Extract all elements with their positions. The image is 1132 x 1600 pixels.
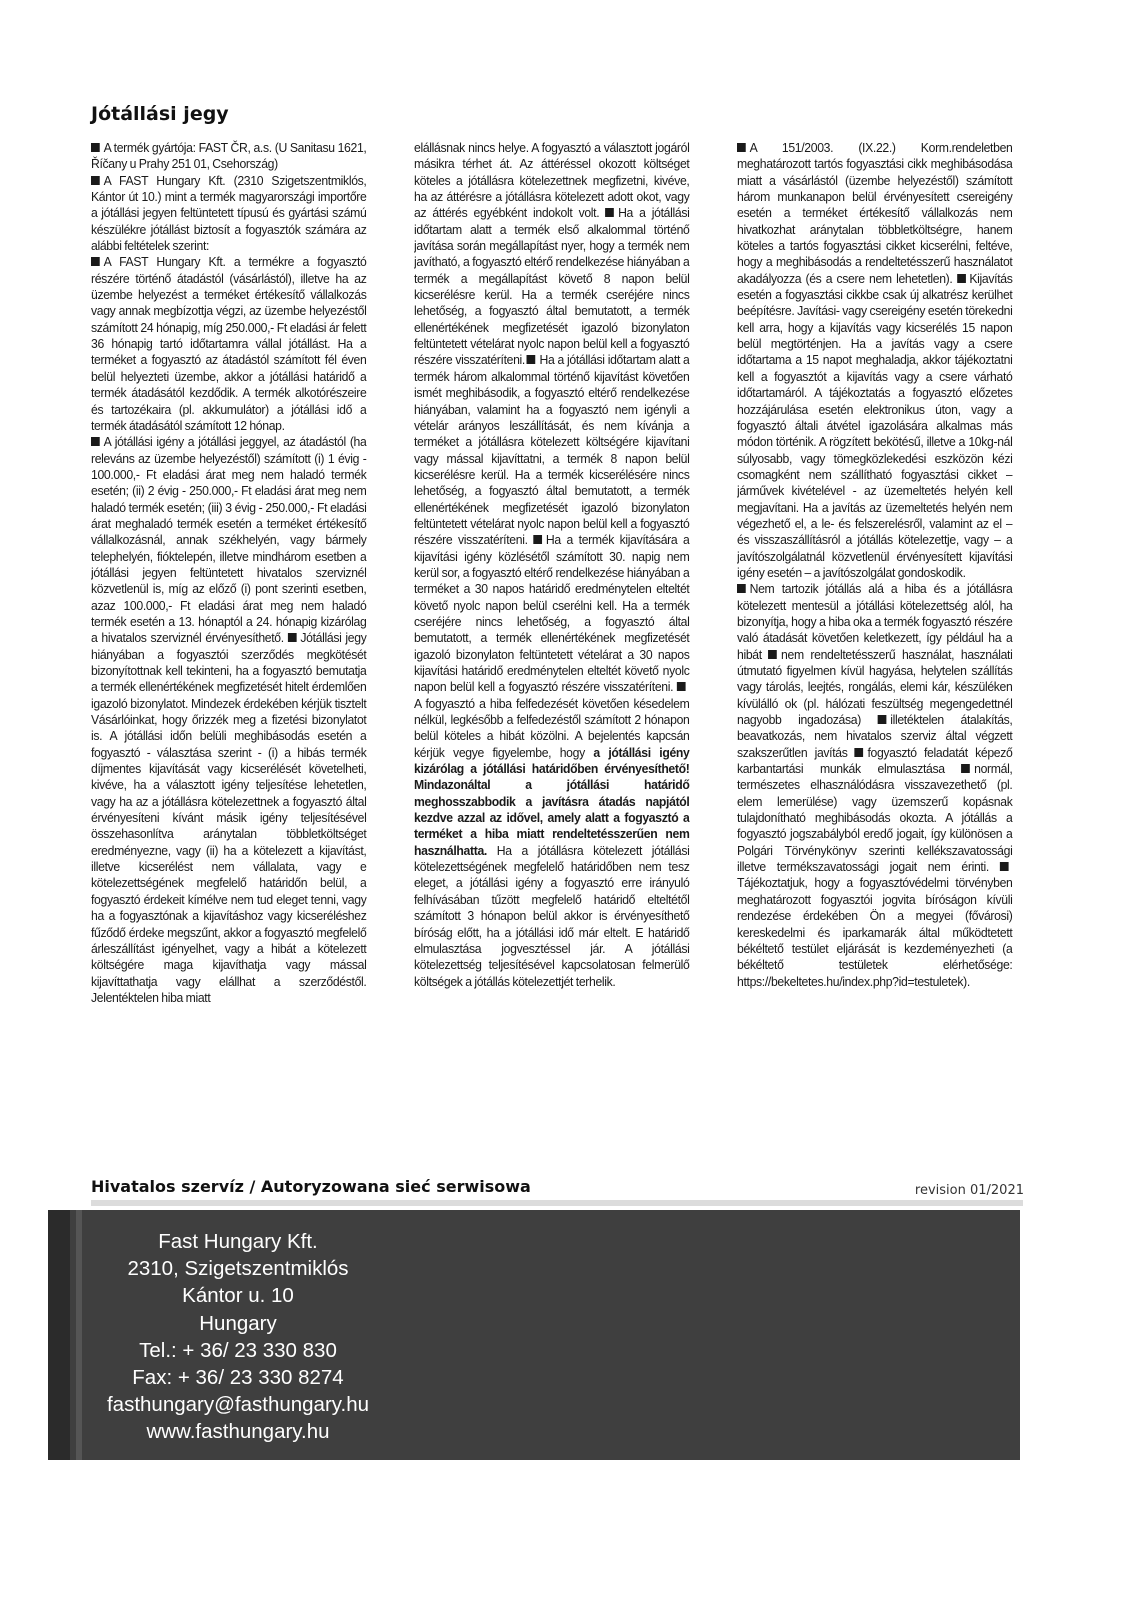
- text: Ha a jótállási időtartam alatt a termék első alkalommal történő javítása során megállapítást nyer, hogy a termék nem javítható, a fogyasztó eltérő rendelkezése hiányában a termék a megállapítást követő 8 napon belül kicserélésre kerül. Ha a termék cseréjére nincs lehetőség, a fogyasztó által bemutatott, a termék ellenértékének megfizetését igazoló bizonylaton feltüntetett vételárat nyolc napon belül kell a fogyasztó részére visszatéríteni.: [414, 206, 690, 368]
- page-title: Jótállási jegy: [91, 103, 229, 125]
- square-bullet-icon: [91, 257, 100, 266]
- paragraph: [91, 434, 366, 1006]
- text: A FAST Hungary Kft. (2310 Szigetszentmiklós, Kántor út 10.) mint a termék magyarországi importőre a jótállási jegyen feltüntetett típusú és gyártási számú készülékre jótállást biztosít a fogyasztók számára az alábbi feltételek szerint:: [91, 173, 367, 254]
- address-street: Kántor u. 10: [182, 1284, 294, 1308]
- square-bullet-icon: [962, 764, 971, 773]
- text: A 151/2003. (IX.22.) Korm.rendeletben meghatározott tartós fogyasztási cikk meghibásodása miatt a vásárlástól (üzembe helyezéstől) számított három munkanapon belül érvényesített csereigény esetén a terméket értékesítő vállalkozás nem hivatkozhat aránytalan többletköltségre, hanem köteles a tartós fogyasztási cikket kicserélni, feltéve, hogy a meghibásodás a rendeltetésszerű használatot akadályozza (és a csere nem lehetetlen).: [737, 141, 1013, 286]
- square-bullet-icon: [533, 535, 542, 544]
- column-1: [91, 140, 366, 1160]
- service-heading: Hivatalos szervíz / Autoryzowana sieć serwisowa: [91, 1177, 531, 1196]
- column-2: [414, 140, 689, 1160]
- fax-number: Fax: + 36/ 23 330 8274: [132, 1366, 344, 1390]
- square-bullet-icon: [91, 143, 100, 152]
- address-city: 2310, Szigetszentmiklós: [127, 1257, 349, 1281]
- text: Tájékoztatjuk, hogy a fogyasztóvédelmi törvényben meghatározott fogyasztói jogvita bíróságon kívüli rendezése érdekében Ön a megyei (fővárosi) kereskedelmi és iparkamarák által működtetett békéltető testület eljárását is kezdeményezheti (a békéltető testületek elérhetősége: https://bekeltetes.hu/index.php?id=testuletek).: [737, 876, 1013, 989]
- text: fogyasztó feladatát képező karbantartási munkák elmulasztása: [737, 745, 1013, 777]
- column-3: [737, 140, 1012, 1160]
- service-address: [48, 1228, 428, 1446]
- text: Ha a jótállásra kötelezett jótállási kötelezettségének megfelelő határidőben nem tesz eleget, a jótállási igény a fogyasztó erre irányuló felhívásában tűzött megfelelő határidő elteltétől számított 3 hónapon belül akkor is érvényesíthető bíróság előtt, ha a jótállási idő már eltelt. E határidő elmulasztása jogvesztéssel jár. A jótállási kötelezettség teljesítésével kapcsolatosan felmerülő költségek a jótállás kötelezettjét terhelik.: [414, 843, 690, 989]
- square-bullet-icon: [878, 715, 887, 724]
- square-bullet-icon: [527, 355, 536, 364]
- website-url: www.fasthungary.hu: [146, 1420, 330, 1444]
- text: nem rendeltetésszerű használat, használati útmutató figyelmen kívül hagyása, helytelen szállítás vagy tárolás, leejtés, rongálás, elemi kár, készüléken kívülálló ok (pl. hálózati feszültség megengedettnél nagyobb ingadozása): [737, 647, 1013, 728]
- address-country: Hungary: [199, 1311, 277, 1335]
- text: Nem tartozik jótállás alá a hiba és a jótállásra kötelezett mentesül a jótállási kötelezettség alól, ha bizonyítja, hogy a hiba oka a termék fogyasztó részére való átadását követően keletkezett, így például ha a hibát: [737, 582, 1013, 662]
- square-bullet-icon: [737, 584, 746, 593]
- square-bullet-icon: [1000, 862, 1009, 871]
- warranty-text-columns: [91, 140, 1021, 1160]
- paragraph: [737, 581, 1012, 990]
- email-address: fasthungary@fasthungary.hu: [106, 1393, 370, 1417]
- divider: [91, 1200, 1023, 1206]
- revision-label: revision 01/2021: [914, 1183, 1024, 1198]
- text: Ha a termék kijavítására a kijavítási igény közlésétől számított 30. napig nem kerül sor, a fogyasztó eltérő rendelkezése hiányában a terméket a 30 napos határidő eredménytelen elteltét követő nyolc napon belül cserélni kell. Ha a termék cseréjére nincs lehetőség, a fogyasztó által bemutatott, a termék ellenértékének megfizetését igazoló bizonylaton feltüntetett vételárat a 30 napos kijavítási határidő eredménytelen elteltét követő nyolc napon belül kell a fogyasztó részére visszatéríteni.: [414, 533, 690, 695]
- phone-number: Tel.: + 36/ 23 330 830: [139, 1338, 337, 1362]
- paragraph: [737, 140, 1012, 581]
- square-bullet-icon: [91, 176, 100, 185]
- square-bullet-icon: [957, 274, 966, 283]
- text: A fogyasztó a hiba felfedezését követően késedelem nélkül, legkésőbb a felfedezéstől számított 2 hónapon belül köteles a hibát közölni. A bejelentés kapcsán kérjük vegye figyelembe, hogy: [414, 696, 690, 760]
- bold-text: a jótállási igény kizárólag a jótállási határidőben érvényesíthető! Mindazonáltal a jótállási határidő meghosszabbodik a javításra átadás napjától kezdve azzal az idővel, amely alatt a fogyasztó a terméket a hiba miatt rendeltetésszerűen nem használhatta.: [414, 745, 690, 858]
- company-name: Fast Hungary Kft.: [158, 1230, 318, 1253]
- paragraph: [414, 140, 689, 990]
- text: normál, természetes elhasználódásra visszavezethető (pl. elem lemerülése) vagy üzemszerű kopásnak tulajdonítható meghibásodás okozta. A jótállás a fogyasztó jogszabályból eredő jogait, így különösen a Polgári Törvénykönyv szerinti kellékszavatossági illetve termékszavatossági jogait nem érinti.: [737, 762, 1013, 875]
- square-bullet-icon: [288, 633, 297, 642]
- paragraph: [91, 140, 366, 173]
- text: elállásnak nincs helye. A fogyasztó a választott jogáról másikra térhet át. Az áttéréssel okozott költséget köteles a jótállásra kötelezettnek megfizetni, kivéve, ha az áttérésre a jótállásra kötelezett adott okot, vagy az áttérés egyébként indokolt volt.: [414, 141, 690, 221]
- text: Jótállási jegy hiányában a fogyasztói szerződés megkötését bizonyítottnak kell tekinteni, ha a fogyasztó bemutatja a termék ellenértékének megfizetését hitelt érdemlően igazoló bizonylatot. Mindezek érdekében kérjük tisztelt Vásárlóinkat, hogy őrizzék meg a fizetési bizonylatot is. A jótállási időn belüli meghibásodás esetén a fogyasztó - választása szerint - (i) a hibás termék díjmentes kijavítását vagy kicserélését követelheti, kivéve, ha a választott igény teljesítése lehetetlen, vagy ha az a jótállásra kötelezettnek a fogyasztó által érvényesíteni kívánt másik igény teljesítésével összehasonlítva aránytalan többletköltséget eredményezne, vagy (ii) ha a kötelezett a kijavítást, illetve kicserélést nem vállalata, vagy e kötelezettségének megfelelő határidőn belül, a fogyasztó érdekeit kímélve nem tud eleget tenni, vagy ha a fogyasztónak a kijavításhoz vagy kicseréléshez fűződő érdeke megszűnt, akkor a fogyasztó megfelelő árleszállítást igényelhet, vagy a hibát a kötelezett költségére maga kijavíthatja vagy mással kijavíttathatja vagy elállhat a szerződéstől. Jelentéktelen hiba miatt: [91, 631, 367, 1005]
- square-bullet-icon: [91, 437, 100, 446]
- paragraph: [91, 173, 366, 255]
- text: A jótállási igény a jótállási jeggyel, az átadástól (ha releváns az üzembe helyezéstől) számított (i) 1 évig - 100.000,- Ft eladási árat meg nem haladó termék esetén; (ii) 2 évig - 250.000,- Ft eladási árat meg nem haladó termék esetén; (iii) 3 évig - 250.000,- Ft eladási árat meghaladó termék esetén a terméket értékesítő vállalkozásnál, annak székhelyén, vagy bármely telephelyén, fióktelepén, illetve mindhárom esetben a jótállási jegyen feltüntetett hivatalos szerviznél közvetlenül is, míg az előző (i) pont szerinti esetben, azaz 100.000,- Ft eladási árat meg nem haladó termék esetén a 13. hónaptól a 24. hónapig kizárólag a hivatalos szerviznél érvényesíthető.: [91, 435, 367, 646]
- text: A termék gyártója: FAST ČR, a.s. (U Sanitasu 1621, Říčany u Prahy 251 01, Csehország): [91, 141, 367, 172]
- square-bullet-icon: [677, 682, 686, 691]
- square-bullet-icon: [737, 143, 746, 152]
- square-bullet-icon: [768, 650, 777, 659]
- text: illetéktelen átalakítás, beavatkozás, nem hivatalos szerviz által végzett szakszerűtlen javítás: [737, 713, 1013, 760]
- paragraph: [91, 254, 366, 434]
- text: A FAST Hungary Kft. a termékre a fogyasztó részére történő átadástól (vásárlástól), illetve ha az üzembe helyezést a terméket értékesítő vállalkozás vagy annak megbízottja végzi, az üzembe helyezéstől számított 24 hónapig, míg 250.000,- Ft eladási ár felett 36 hónapig tartó időtartamra vállal jótállást. Ha a terméket a fogyasztó az átadástól számított fél éven belül helyezteti üzembe, akkor a jótállási határidő a termék átadásától kezdődik. A termék alkotórészeire és tartozékaira (pl. akkumulátor) a jótállási idő a termék átadásától számított 12 hónap.: [91, 255, 367, 433]
- text: Kijavítás esetén a fogyasztási cikkbe csak új alkatrész kerülhet beépítésre. Javítási- vagy csereigény esetén törekedni kell arra, hogy a kijavítás vagy kicserélés 15 napon belül megtörténjen. Ha a javítás vagy a csere időtartama a 15 napot meghaladja, akkor tájékoztatni kell a fogyasztót a kijavítás vagy a csere várható időtartamáról. A tájékoztatás a fogyasztó előzetes hozzájárulása esetén elektronikus úton, vagy a fogyasztó általi átvétel igazolására alkalmas más módon történik. A rögzített bekötésű, illetve a 10kg-nál súlyosabb, vagy tömegközlekedési eszközön kézi csomagként nem szállítható fogyasztási cikket – járművek kivételével - az üzemeltetés helyén kell megjavítani. Ha a javítás az üzemeltetés helyén nem végezhető el, a le- és felszerelésről, valamint az el – és visszaszállításról a jótállás kötelezettje, vagy – a javítószolgálatnál közvetlenül érvényesített kijavítási igény esetén – a javítószolgálat gondoskodik.: [737, 271, 1013, 580]
- text: Ha a jótállási időtartam alatt a termék három alkalommal történő kijavítást követően ismét meghibásodik, a fogyasztó eltérő rendelkezése hiányában, valamint ha a fogyasztó nem igényli a vételár arányos leszállítását, és nem kívánja a terméket a jótállásra kötelezett költségére kijavítani vagy mással kijavíttatni, a termék 8 napon belül kicserélésre kerül. Ha a termék kicserélésére nincs lehetőség, a fogyasztó által bemutatott, a termék ellenértékének megfizetését igazoló bizonylaton feltüntetett vételárat nyolc napon belül kell a fogyasztó részére visszatéríteni.: [414, 353, 690, 548]
- square-bullet-icon: [855, 748, 864, 757]
- square-bullet-icon: [605, 208, 614, 217]
